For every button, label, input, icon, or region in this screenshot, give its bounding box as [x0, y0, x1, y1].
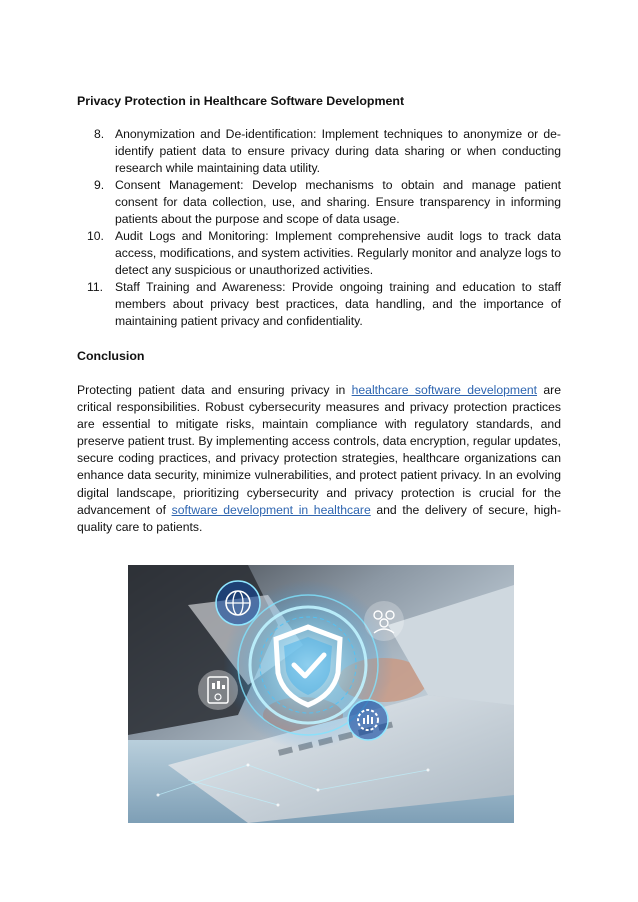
cybersecurity-photo: [128, 565, 514, 823]
section-heading-conclusion: Conclusion: [77, 349, 145, 363]
conclusion-text-2: are critical responsibilities. Robust cybersecurity measures and privacy protection practices are essential to mitigate risks, maintain compliance with regulatory standards, and preserve patient trust. By implementing access controls, data encryption, regular updates, secure coding practices, and privacy protection strategies, healthcare organizations can enhance data security, minimize vulnerabilities, and protect patient privacy. In an evolving digital landscape, prioritizing cybersecurity and privacy protection is crucial for the advancement of: [77, 383, 561, 517]
healthcare-software-development-link[interactable]: healthcare software development: [351, 383, 538, 397]
software-development-in-healthcare-link[interactable]: software development in healthcare: [171, 502, 371, 517]
list-item: [77, 279, 561, 330]
numbered-list: [77, 126, 561, 330]
list-number: 9.: [94, 178, 105, 192]
list-text: Consent Management: Develop mechanisms to obtain and manage patient consent for data collection, use, and sharing. Ensure transparency in informing patients about the purpose and scope of data usage.: [115, 178, 561, 226]
section-heading-privacy: Privacy Protection in Healthcare Software Development: [77, 94, 405, 108]
document-chart-icon: [198, 670, 238, 710]
list-number: 10.: [87, 229, 104, 243]
gear-chart-icon: [348, 700, 388, 740]
list-item: [77, 177, 561, 228]
conclusion-text-1: Protecting patient data and ensuring privacy in: [77, 383, 352, 397]
list-text: Anonymization and De-identification: Implement techniques to anonymize or de-identify patient data to ensure privacy during data sharing or when conducting research while maintaining data utility.: [115, 127, 561, 175]
list-text: Audit Logs and Monitoring: Implement comprehensive audit logs to track data access, modifications, and system activities. Regularly monitor and analyze logs to detect any suspicious or unauthorized activities.: [115, 229, 561, 277]
list-item: [77, 228, 561, 279]
people-icon: [364, 601, 404, 641]
list-number: 8.: [94, 127, 105, 141]
list-item: [77, 126, 561, 177]
list-number: 11.: [87, 280, 104, 294]
conclusion-paragraph: [77, 382, 561, 536]
conclusion-text-3: and the delivery of secure, high-quality care to patients.: [77, 502, 562, 534]
globe-icon: [216, 581, 260, 625]
list-text: Staff Training and Awareness: Provide ongoing training and education to staff members about privacy best practices, data handling, and the importance of maintaining patient privacy and confidentiality.: [115, 280, 561, 328]
